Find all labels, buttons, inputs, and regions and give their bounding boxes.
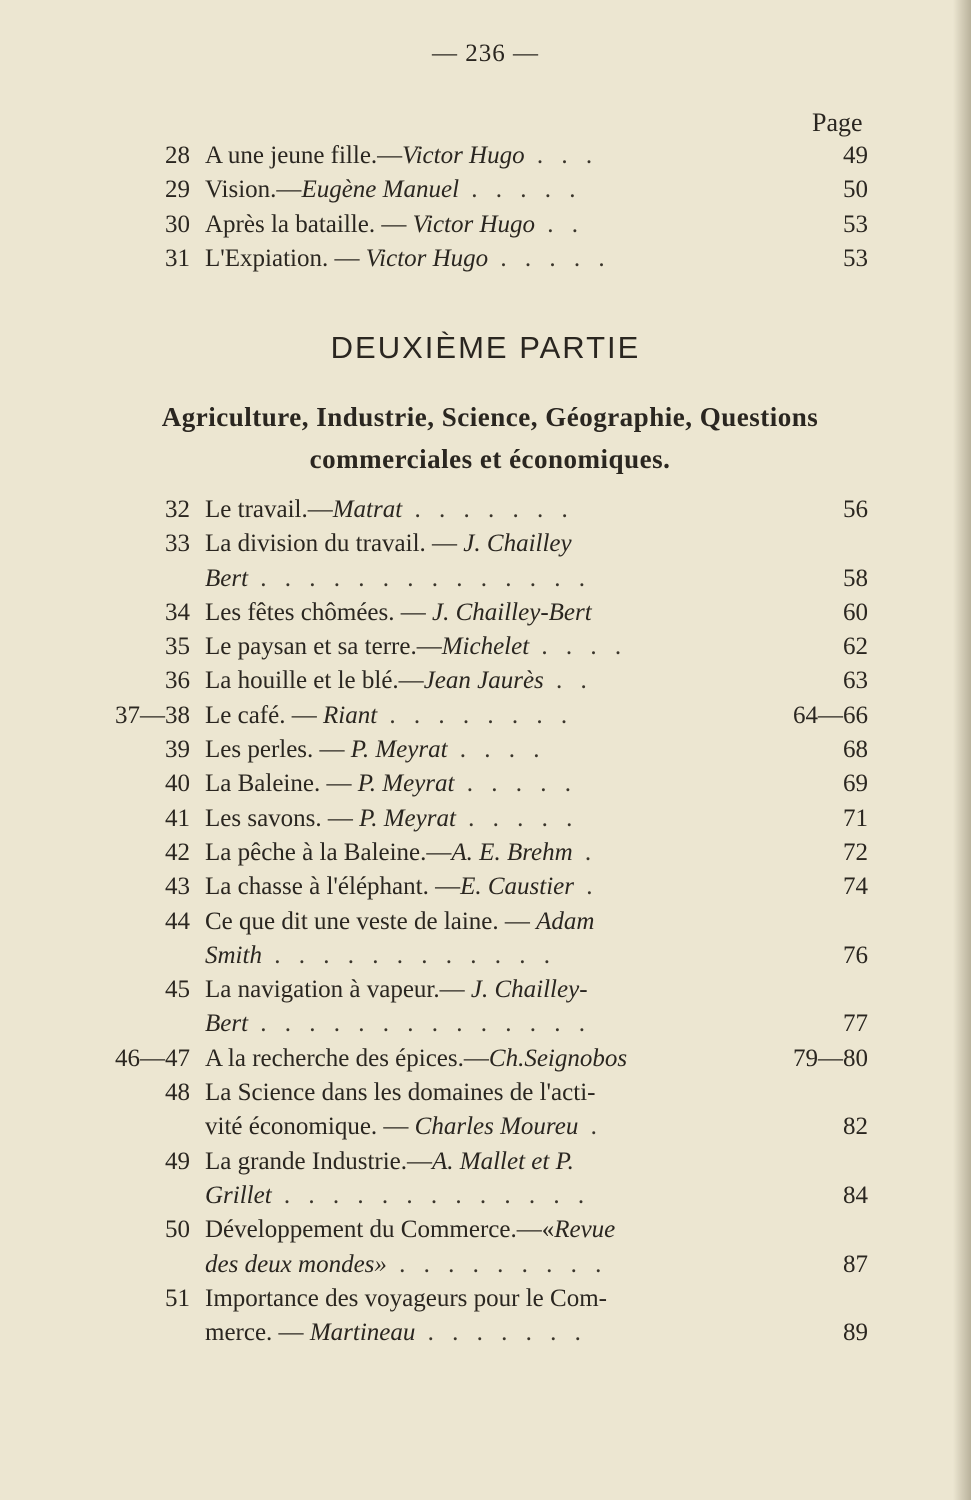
entry-title-text: Le café. —: [205, 701, 323, 729]
entry-page: 62: [843, 633, 868, 661]
entry-title: [205, 939, 720, 973]
entry-title-text: La Baleine. —: [205, 770, 358, 798]
toc-entry: [0, 173, 971, 207]
leader-dots: . . . . . . . . . . . . .: [271, 1181, 591, 1209]
entry-number: 40: [165, 770, 190, 798]
entry-number: 28: [165, 142, 190, 169]
entry-number: 42: [165, 838, 190, 866]
entry-title: [205, 1248, 720, 1282]
toc-entry: [0, 527, 971, 561]
leader-dots: . . . . . . . . .: [386, 1250, 608, 1278]
entry-title: [205, 836, 720, 870]
entry-page: 49: [843, 142, 868, 169]
leader-dots: . . . . .: [488, 244, 611, 272]
entry-page: 58: [843, 564, 868, 592]
entry-page: 72: [843, 838, 868, 866]
entry-author: Matrat: [332, 496, 403, 523]
entry-title-text: Développement du Commerce.—«: [205, 1216, 555, 1244]
entry-author: A. Mallet et P.: [432, 1147, 574, 1175]
entry-author: Victor Hugo: [402, 142, 525, 169]
entry-page: 84: [843, 1181, 868, 1209]
entry-number: 31: [165, 244, 190, 272]
toc-entry: [0, 870, 971, 904]
entry-title-text: Après la bataille. —: [205, 210, 413, 238]
entry-title: [205, 173, 720, 207]
entry-title: [205, 1007, 720, 1041]
entry-title-text: A une jeune fille.—: [205, 142, 403, 169]
entry-author: Charles Moureu: [414, 1113, 579, 1141]
entry-title-text: A la recherche des épices.—: [205, 1044, 489, 1072]
toc-part-two: [0, 493, 971, 1350]
toc-entry: [0, 242, 971, 276]
entry-page: 56: [843, 496, 868, 523]
entry-page: 68: [843, 736, 868, 764]
entry-number: 46—47: [115, 1044, 190, 1072]
entry-title: [205, 973, 720, 1007]
toc-entry: [0, 1213, 971, 1247]
entry-author: P. Meyrat: [350, 736, 448, 764]
entry-title-text: La houille et le blé.—: [205, 667, 424, 695]
entry-title-text: Les savons. —: [205, 804, 360, 832]
page-column-label: Page: [812, 108, 863, 137]
entry-title-text: Vision.—: [205, 176, 302, 204]
leader-dots: . . . . .: [459, 176, 582, 204]
entry-author: Revue: [554, 1216, 616, 1244]
entry-number: 48: [165, 1079, 190, 1107]
entry-page: 53: [843, 210, 868, 238]
entry-number: 51: [165, 1284, 190, 1312]
entry-number: 45: [165, 976, 190, 1004]
entry-title: [205, 1076, 720, 1110]
entry-author: A. E. Brehm: [451, 838, 573, 866]
entry-title: [205, 596, 720, 630]
leader-dots: .: [578, 1113, 603, 1141]
entry-title: [205, 139, 720, 173]
entry-title-text: vité économique. —: [205, 1113, 415, 1141]
toc-entry: [0, 699, 971, 733]
entry-page: 87: [843, 1250, 868, 1278]
entry-page: 64—66: [793, 701, 868, 729]
entry-title: [205, 1213, 720, 1247]
section-subtitle: Agriculture, Industrie, Science, Géographie, Questions commerciales et économiques.: [161, 402, 819, 474]
entry-author: Grillet: [205, 1181, 272, 1209]
entry-author: Victor Hugo: [365, 244, 489, 272]
toc-entry: [0, 802, 971, 836]
leader-dots: . . . . .: [455, 804, 579, 832]
entry-number: 29: [165, 176, 190, 204]
entry-title: [205, 905, 720, 939]
entry-page: 53: [843, 244, 868, 272]
leader-dots: . . . .: [529, 633, 628, 661]
entry-number: 43: [165, 873, 190, 901]
entry-page: 77: [843, 1010, 868, 1038]
entry-author: E. Caustier: [460, 873, 574, 901]
entry-author: Bert: [205, 564, 249, 592]
toc-entry: [0, 1145, 971, 1179]
entry-title-text: La navigation à vapeur.—: [205, 976, 471, 1004]
toc-part-one: [0, 139, 971, 276]
entry-title: [205, 1042, 720, 1076]
entry-title-text: Le travail.—: [205, 496, 333, 523]
leader-dots: . . .: [524, 142, 599, 169]
toc-entry: [0, 630, 971, 664]
entry-number: 35: [165, 633, 190, 661]
toc-entry: [0, 836, 971, 870]
entry-author: P. Meyrat: [357, 770, 455, 798]
entry-title-text: Les fêtes chômées. —: [205, 598, 433, 626]
entry-page: 63: [843, 667, 868, 695]
entry-title-text: La chasse à l'éléphant. —: [205, 873, 461, 901]
entry-number: 33: [165, 530, 190, 558]
leader-dots: . . . . .: [454, 770, 577, 798]
toc-entry: [0, 1248, 971, 1282]
toc-entry: [0, 1282, 971, 1316]
entry-number: 32: [165, 496, 190, 523]
entry-page: 69: [843, 770, 868, 798]
entry-author: Jean Jaurès: [423, 667, 544, 695]
toc-entry: [0, 1110, 971, 1144]
entry-title-text: La pêche à la Baleine.—: [205, 838, 452, 866]
entry-title: [205, 733, 720, 767]
entry-title: [205, 1316, 720, 1350]
entry-title-text: La Science dans les domaines de l'acti-: [205, 1079, 596, 1107]
leader-dots: . . . . . . .: [402, 496, 574, 523]
toc-entry: [0, 733, 971, 767]
entry-number: 39: [165, 736, 190, 764]
entry-title: [205, 630, 720, 664]
entry-title: [205, 1179, 720, 1213]
leader-dots: .: [574, 873, 599, 901]
entry-author: des deux mondes»: [205, 1250, 387, 1278]
entry-author: Victor Hugo: [412, 210, 536, 238]
entry-title-text: merce. —: [205, 1319, 310, 1347]
entry-author: P. Meyrat: [359, 804, 456, 832]
leader-dots: . . . . . . . . . . . .: [261, 941, 556, 969]
entry-page: 76: [843, 941, 868, 969]
entry-number: 49: [165, 1147, 190, 1175]
toc-entry: [0, 1007, 971, 1041]
entry-author: J. Chailley: [463, 530, 572, 558]
entry-title-text: La division du travail. —: [205, 530, 464, 558]
entry-number: 37—38: [115, 701, 190, 729]
leader-dots: . .: [543, 667, 593, 695]
entry-title-text: L'Expiation. —: [205, 244, 366, 272]
leader-dots: .: [572, 838, 598, 866]
toc-entry: [0, 1042, 971, 1076]
toc-entry: [0, 973, 971, 1007]
entry-author: J. Chailley-Bert: [432, 598, 592, 626]
toc-entry: [0, 1179, 971, 1213]
entry-title: [205, 527, 720, 561]
entry-page: 71: [843, 804, 868, 832]
entry-page: 60: [843, 598, 868, 626]
entry-number: 34: [165, 598, 190, 626]
entry-page: 82: [843, 1113, 868, 1141]
entry-title: [205, 1110, 720, 1144]
toc-entry: [0, 208, 971, 242]
leader-dots: . .: [535, 210, 585, 238]
leader-dots: . . . . . . . . . . . . . .: [248, 564, 592, 592]
entry-title: [205, 802, 720, 836]
toc-entry: [0, 1076, 971, 1110]
toc-entry: [0, 939, 971, 973]
entry-title: [205, 208, 720, 242]
entry-author: Martineau: [309, 1319, 416, 1347]
entry-page: 89: [843, 1319, 868, 1347]
leader-dots: . . . . . . . . . . . . . .: [248, 1010, 592, 1038]
toc-entry: [0, 1316, 971, 1350]
entry-page: 79—80: [793, 1044, 868, 1072]
entry-author: Bert: [205, 1010, 249, 1038]
entry-title: [205, 870, 720, 904]
entry-number: 41: [165, 804, 190, 832]
toc-entry: [0, 767, 971, 801]
toc-entry: [0, 493, 971, 527]
entry-author: J. Chailley-: [470, 976, 588, 1004]
entry-author: Adam: [536, 907, 595, 935]
entry-title-text: Les perles. —: [205, 736, 351, 764]
toc-entry: [0, 905, 971, 939]
entry-title: [205, 493, 720, 527]
entry-title: [205, 562, 720, 596]
toc-entry: [0, 664, 971, 698]
toc-entry: [0, 596, 971, 630]
entry-author: Ch.Seignobos: [488, 1044, 628, 1072]
entry-title: [205, 242, 720, 276]
entry-title: [205, 767, 720, 801]
entry-number: 36: [165, 667, 190, 695]
leader-dots: . . . . . . .: [415, 1319, 587, 1347]
entry-author: Smith: [205, 941, 262, 969]
entry-number: 50: [165, 1216, 190, 1244]
toc-entry: [0, 562, 971, 596]
leader-dots: . . . . . . . .: [377, 701, 574, 729]
entry-title: [205, 1145, 720, 1179]
entry-title-text: Le paysan et sa terre.—: [205, 633, 442, 661]
entry-page: 74: [843, 873, 868, 901]
entry-title-text: Importance des voyageurs pour le Com-: [205, 1284, 607, 1312]
entry-number: 44: [165, 907, 190, 935]
entry-author: Michelet: [441, 633, 530, 661]
entry-title: [205, 699, 720, 733]
entry-title-text: La grande Industrie.—: [205, 1147, 433, 1175]
entry-title-text: Ce que dit une veste de laine. —: [205, 907, 537, 935]
leader-dots: . . . .: [447, 736, 546, 764]
entry-author: Riant: [322, 701, 378, 729]
page-number: — 236 —: [432, 40, 539, 67]
entry-author: Eugène Manuel: [301, 176, 460, 204]
entry-page: 50: [843, 176, 868, 204]
entry-number: 30: [165, 210, 190, 238]
toc-entry: [0, 139, 971, 173]
entry-title: [205, 1282, 720, 1316]
section-title: DEUXIÈME PARTIE: [330, 330, 641, 365]
entry-title: [205, 664, 720, 698]
